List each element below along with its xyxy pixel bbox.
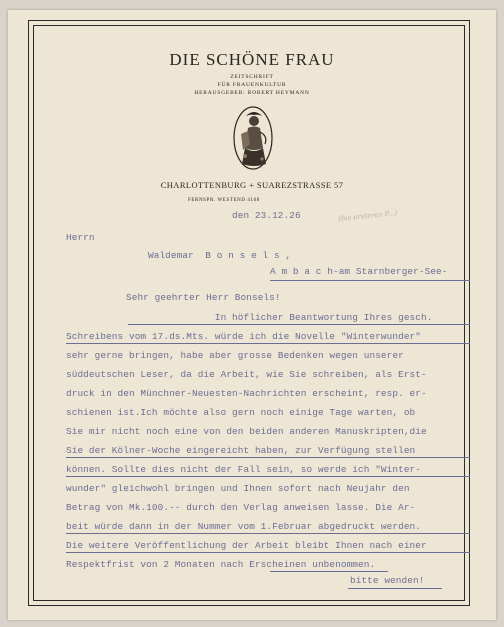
body-underline [66,476,470,477]
body-line: In höflicher Beantwortung Ihres gesch. [66,312,433,323]
body-line: wunder" gleichwohl bringen und Ihnen sofort nach Neujahr den [66,483,410,494]
body-line: können. Sollte dies nicht der Fall sein, so werde ich "Winter- [66,464,422,475]
body-underline [66,457,470,458]
pencil-annotation: (bis ersteres P...) [337,208,398,224]
body-line: Die weitere Veröffentlichung der Arbeit bleibt Ihnen nach einer [66,540,427,551]
body-line: Sie der Kölner-Woche eingereicht haben, zur Verfügung stellen [66,445,416,456]
body-underline [66,343,470,344]
recipient-name: Waldemar B o n s e l s , [148,250,292,261]
body-line: sehr gerne bringen, habe aber grosse Bedenken wegen unserer [66,350,404,361]
closing-underline [348,588,442,589]
letterhead-address: CHARLOTTENBURG + SUAREZSTRASSE 57 [160,180,344,190]
body-line: Sie mir nicht noch eine von den beiden anderen Manuskripten,die [66,426,427,437]
letterhead-phone: FERNSPR. WESTEND 4168 [188,198,260,203]
letterhead-subtitle: FÜR FRAUENKULTUR [217,82,287,88]
place-underline [270,280,470,281]
letterhead-editor: HERAUSGEBER: ROBERT HEYMANN [194,90,310,96]
body-line: süddeutschen Leser, da die Arbeit, wie Sie schreiben, als Erst- [66,369,427,380]
body-underline [66,533,470,534]
body-line: druck in den Münchner-Neuesten-Nachrichten erscheint, resp. er- [66,388,427,399]
body-line: Betrag von Mk.100.-- durch den Verlag anweisen lasse. Die Ar- [66,502,416,513]
body-line: schienen ist.Ich möchte also gern noch einige Tage warten, ob [66,407,416,418]
body-underline [66,552,470,553]
recipient-place: A m b a c h-am Starnberger-See- [270,266,448,277]
recipient-prefix: Herrn [66,232,95,243]
letterhead-title: DIE SCHÖNE FRAU [169,50,335,69]
body-line: Respektfrist von 2 Monaten nach Erscheinen unbenommen. [66,559,376,570]
letterhead-subtitle: ZEITSCHRIFT [230,74,274,80]
letter-closing: bitte wenden! [350,575,425,586]
letter-greeting: Sehr geehrter Herr Bonsels! [126,292,281,303]
body-underline [270,571,388,572]
body-line: beit würde dann in der Nummer vom 1.Februar abgedruckt werden. [66,521,422,532]
body-underline [128,324,470,325]
letter-date: den 23.12.26 [232,210,301,221]
woman-illustration-emblem-icon [232,104,274,172]
body-line: Schreibens vom 17.ds.Mts. würde ich die Novelle "Winterwunder" [66,331,422,342]
